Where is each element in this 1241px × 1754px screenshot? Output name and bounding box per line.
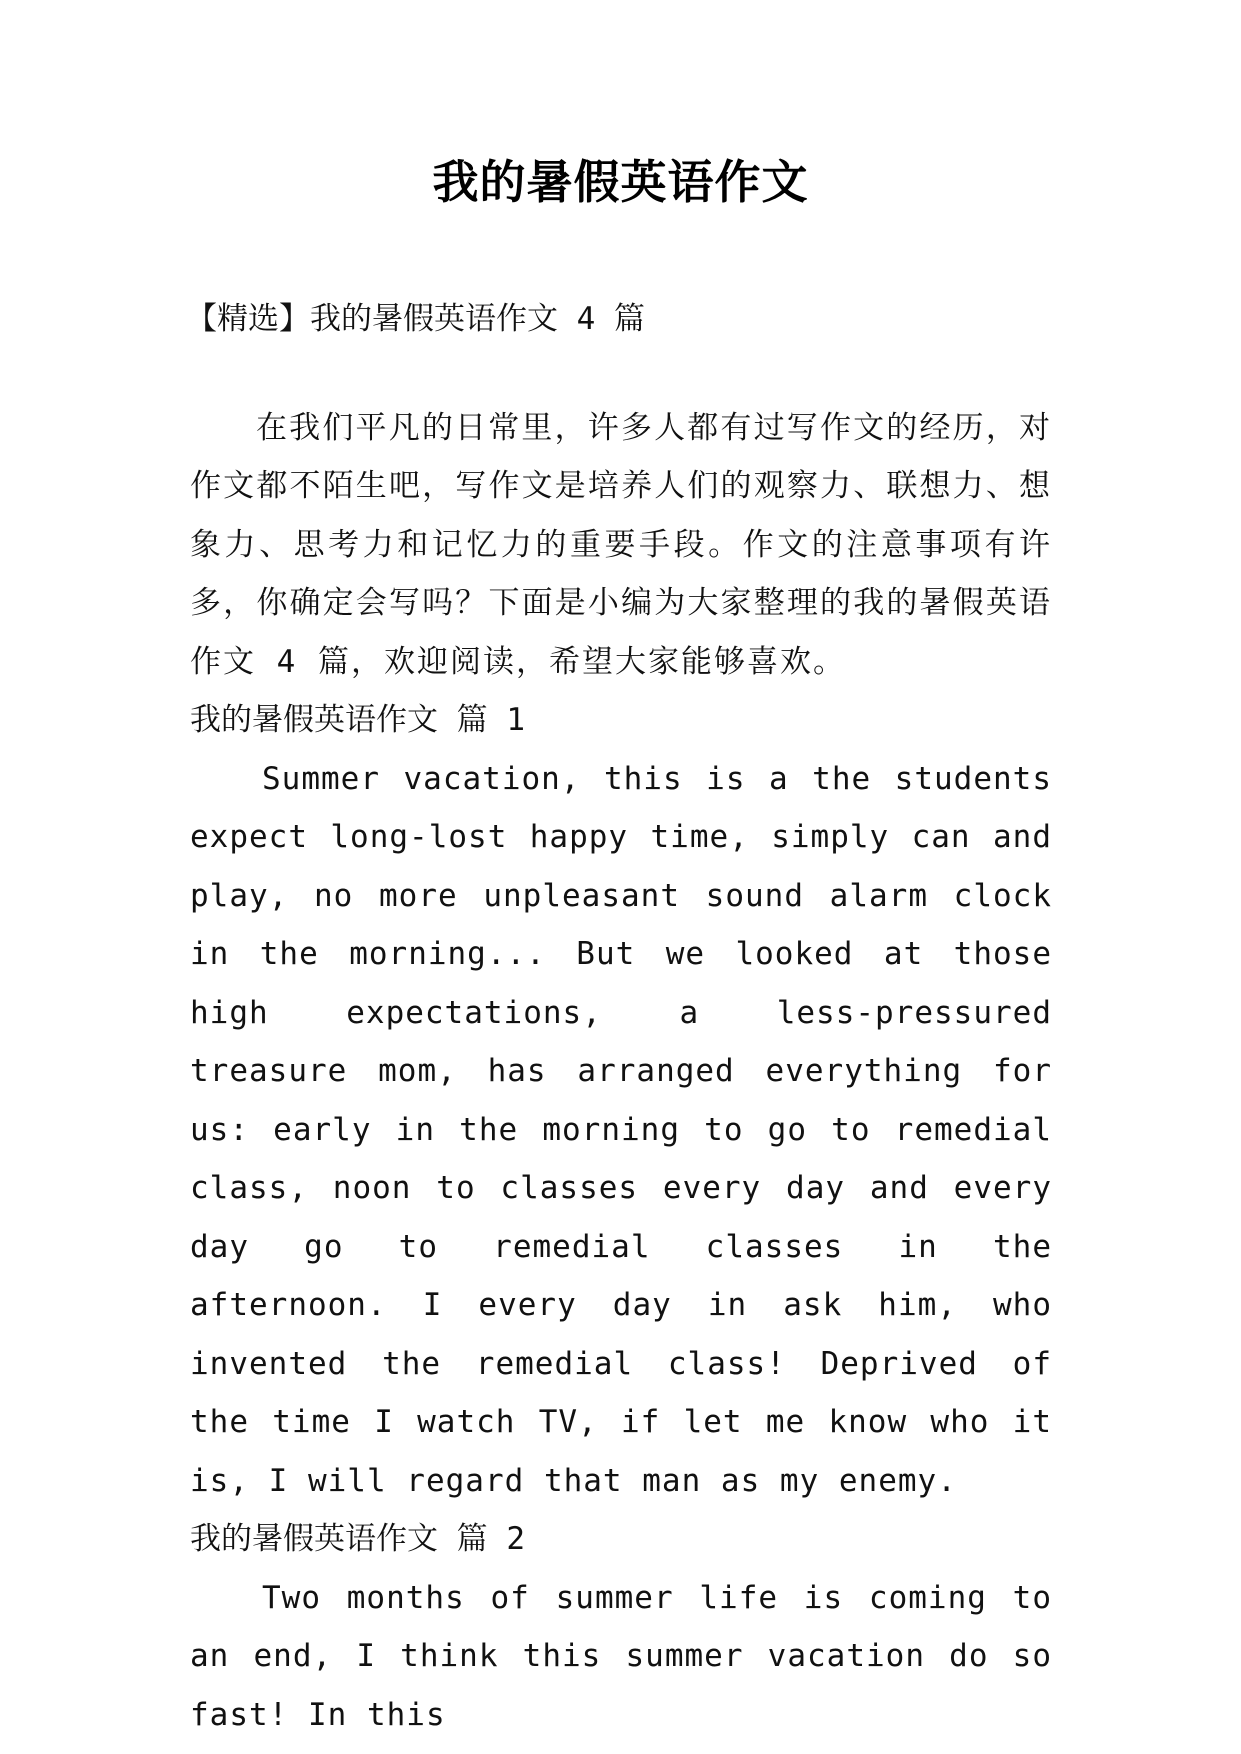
intro-paragraph: 在我们平凡的日常里，许多人都有过写作文的经历，对作文都不陌生吧，写作文是培养人们的观察力、联想力、想象力、思考力和记忆力的重要手段。作文的注意事项有许多，你确定会写吗？下面是小编为大家整理的我的暑假英语作文 4 篇，欢迎阅读，希望大家能够喜欢。 bbox=[190, 409, 1052, 680]
page-title: 我的暑假英语作文 bbox=[432, 155, 809, 209]
document-body bbox=[186, 290, 1052, 1744]
section-text-1: Summer vacation, this is a the students expect long-lost happy time, simply can and play, no more unpleasant sound alarm clock in the morning... But we looked at those high expectations, a less-pressured treasure mom, has arranged everything for us: early in the morning to go to remedial class, noon to classes every day and every day go to remedial classes in the afternoon. I every day in ask him, who invented the remedial class! Deprived of the time I watch TV, if let me know who it is, I will regard that man as my enemy. bbox=[190, 760, 1052, 1499]
section-heading-2: 我的暑假英语作文 篇 2 bbox=[190, 1521, 525, 1557]
document-subtitle: 【精选】我的暑假英语作文 4 篇 bbox=[186, 301, 645, 337]
section-heading-1: 我的暑假英语作文 篇 1 bbox=[190, 702, 525, 738]
section-text-2: Two months of summer life is coming to an end, I think this summer vacation do so fast! In this bbox=[190, 1579, 1052, 1733]
